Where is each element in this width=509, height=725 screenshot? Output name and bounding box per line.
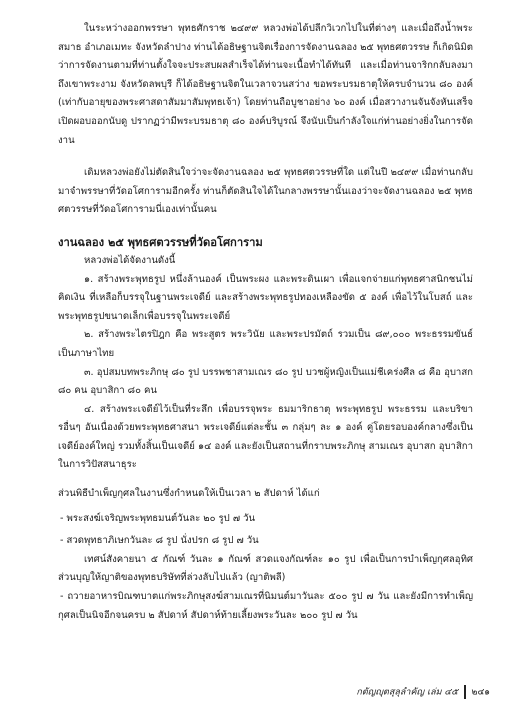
schedule-item-4: - ถวายอาหารบิณฑบาตแก่พระภิกษุสงฆ์สามเณรที่นิมนต์มาวันละ ๕๐๐ รูป ๗ วัน และยังมีการทำเพ็ญกุศลเป็นนิจอีกจนครบ ๒ สัปดาห์ สัปดาห์ท้ายเลี้ยงพระวันละ ๒๐๐ รูป ๗ วัน — [58, 591, 473, 621]
book-title: กตัญญุตสุลุลำคัญ เล่ม ๔๕ — [356, 687, 459, 698]
section-item-3: ๓. อุปสมบทพระภิกษุ ๘๐ รูป บรรพชาสามเณร ๘๐ รูป บวชผู้หญิงเป็นแม่ชีเคร่งศีล ๘ คือ อุบาสก ๘๐ คน อุบาสิกา ๘๐ คน — [58, 366, 473, 397]
section-intro: หลวงพ่อได้จัดงานดังนี้ — [84, 254, 176, 266]
paragraph-gap — [58, 220, 473, 234]
footer-divider — [464, 685, 466, 699]
schedule-item-1: - พระสงฆ์เจริญพระพุทธมนต์วันละ ๒๐ รูป ๗ วัน — [60, 512, 256, 524]
section-item-1: ๑. สร้างพระพุทธรูป หนึ่งล้านองค์ เป็นพระผง และพระดินเผา เพื่อแจกจ่ายแก่พุทธศาสนิกชนไม่คิดเงิน ที่เหลือก็บรรจุในฐานพระเจดีย์ และสร้างพระพุทธรูปทองเหลืองขัด ๕ องค์ เพื่อไว้ในโบสถ์ และพระพุทธรูปขนาดเล็กเพื่อบรรจุในพระเจดีย์ — [58, 273, 473, 322]
schedule-item-2: - สวดพุทธาภิเษกวันละ ๘ รูป นั่งปรก ๘ รูป ๗ วัน — [60, 535, 259, 547]
schedule-item-3: เทศน์สังคายนา ๕ กัณฑ์ วันละ ๑ กัณฑ์ สวดแจงกัณฑ์ละ ๑๐ รูป เพื่อเป็นการบำเพ็ญกุศลอุทิศส่วนบุญให้ญาติของพุทธบริษัทที่ล่วงลับไปแล้ว (ญาติพลี) — [58, 553, 473, 584]
document-body — [58, 20, 473, 625]
page-footer — [300, 685, 490, 700]
paragraph-2: เดิมหลวงพ่อยังไม่ตัดสินใจว่าจะจัดงานฉลอง ๒๕ พุทธศตวรรษที่ใด แต่ในปี ๒๔๙๙ เมื่อท่านกลับมาจำพรรษาที่วัดอโศการามอีกครั้ง ท่านก็ตัดสินใจได้ในกลางพรรษานั้นเองว่าจะจัดงานฉลอง ๒๕ พุทธศตวรรษที่วัดอโศการามนี่เองเท่านั้นคน — [58, 167, 473, 216]
section-heading: งานฉลอง ๒๕ พุทธศตวรรษที่วัดอโศการาม — [58, 235, 263, 249]
page-number: ๒๔๑ — [471, 687, 490, 698]
schedule-intro: ส่วนพิธีบำเพ็ญกุศลในงานซึ่งกำหนดให้เป็นเวลา ๒ สัปดาห์ ได้แก่ — [58, 488, 320, 500]
section-item-4: ๔. สร้างพระเจดีย์ไว้เป็นที่ระลึก เพื่อบรรจุพระ ธมมาริกธาตุ พระพุทธรูป พระธรรม และบริขารอื่นๆ อันเนื่องด้วยพระพุทธศาสนา พระเจดีย์แต่ละชั้น ๓ กลุ่มๆ ละ ๑ องค์ คู่โดยรอบองค์กลางซึ่งเป็นเจดีย์องค์ใหญ่ รวมทั้งสิ้นเป็นเจดีย์ ๑๔ องค์ และยังเป็นสถานที่กราบพระภิกษุ สามเณร อุบาสก อุบาสิกา ในการวิปัสสนาธุระ — [58, 403, 473, 471]
section-item-2: ๒. สร้างพระไตรปิฎก คือ พระสูตร พระวินัย และพระปรมัตถ์ รวมเป็น ๘๙,๐๐๐ พระธรรมขันธ์ เป็นภาษาไทย — [58, 329, 473, 359]
paragraph-gap — [58, 475, 473, 485]
paragraph-1: ในระหว่างออกพรรษา พุทธศักราช ๒๔๙๙ หลวงพ่อได้ปลีกวิเวกไปในที่ต่างๆ และเมื่อถึงน้ำพระสมาธ อำเภอเมทะ จังหวัดลำปาง ท่านได้อธิษฐานจิตเรื่องการจัดงานฉลอง ๒๕ พุทธศตวรรษ ก็เกิดนิมิตว่าการจัดงานตามที่ท่านตั้งใจจะประสบผลสำเร็จได้ท่านจะเนื้อทำได้ทันที และเมื่อท่านจาริกกลับลงมาถึงเขาพระงาม จังหวัดลพบุรี ก็ได้อธิษฐานจิตในเวลาจวนสว่าง ขอพระบรมธาตุให้ครบจำนวน ๘๐ องค์ (เท่ากับอายุของพระศาสดาสัมมาสัมพุทธเจ้า) โดยท่านถือบูชาอย่าง ๖๐ องค์ เมื่อสวางานจันจังหันเสร็จ เปิดผอบออกนับดู ปรากฏว่ามีพระบรมธาตุ ๘๐ องค์บริบูรณ์ จึงนับเป็นกำลังใจแก่ท่านอย่างยิ่งในการจัดงาน — [58, 23, 473, 146]
paragraph-gap — [58, 150, 473, 164]
